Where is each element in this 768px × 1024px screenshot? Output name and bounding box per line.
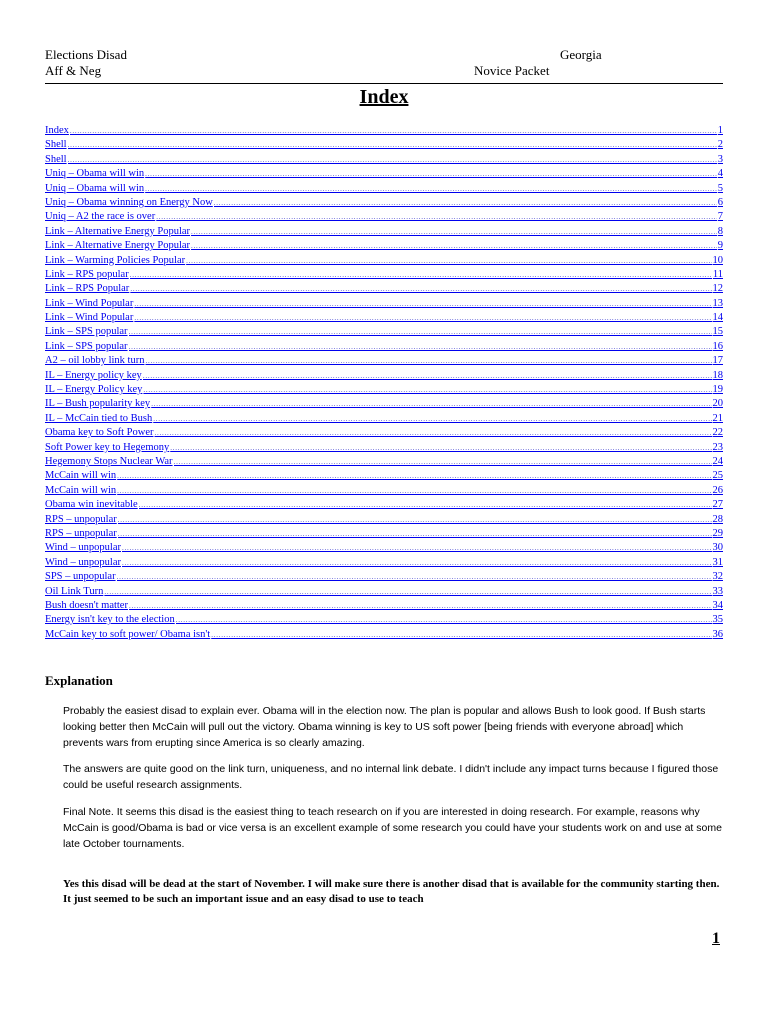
toc-leader-dots xyxy=(143,369,712,383)
toc-entry[interactable] xyxy=(45,311,723,325)
toc-entry-page: 1 xyxy=(717,125,723,136)
toc-entry[interactable] xyxy=(45,254,723,268)
toc-entry[interactable] xyxy=(45,138,723,152)
toc-entry-page: 33 xyxy=(712,585,723,597)
toc-entry[interactable] xyxy=(45,613,723,627)
toc-entry-page: 16 xyxy=(712,340,723,352)
toc-leader-dots xyxy=(156,210,717,224)
toc-entry-page: 36 xyxy=(712,628,723,640)
explanation-paragraph-3: Final Note. It seems this disad is the easiest thing to teach research on if you are interested in doing research. For example, reasons why McCain is good/Obama is bad or vice versa is an excellent example of some research you could have your students work on and use at some late October tournaments. xyxy=(63,806,722,850)
toc-entry-label: Obama win inevitable xyxy=(45,499,138,511)
toc-entry[interactable] xyxy=(45,426,723,440)
toc-entry-page: 6 xyxy=(717,196,723,208)
toc-entry[interactable] xyxy=(45,599,723,613)
toc-entry-page: 24 xyxy=(712,455,723,467)
toc-entry-page: 12 xyxy=(712,283,723,295)
toc-entry-page: 11 xyxy=(712,268,723,280)
toc-entry-label: Shell xyxy=(45,153,67,165)
toc-entry[interactable] xyxy=(45,441,723,455)
toc-entry-label: Wind – unpopular xyxy=(45,542,121,554)
toc-leader-dots xyxy=(211,628,711,642)
toc-entry-label: Uniq – A2 the race is over xyxy=(45,211,156,223)
toc-entry[interactable] xyxy=(45,210,723,224)
toc-entry[interactable] xyxy=(45,297,723,311)
toc-entry-page: 10 xyxy=(712,254,723,266)
toc-entry-label: Obama key to Soft Power xyxy=(45,427,154,439)
toc-entry-label: Link – Alternative Energy Popular xyxy=(45,240,191,252)
toc-entry-page: 31 xyxy=(712,556,723,568)
toc-entry-label: Energy isn't key to the election xyxy=(45,614,175,626)
toc-leader-dots xyxy=(151,397,711,411)
toc-entry-page: 25 xyxy=(712,470,723,482)
toc-entry-label: McCain will win xyxy=(45,470,117,482)
toc-entry-page: 8 xyxy=(717,225,723,237)
toc-entry-label: Uniq – Obama will win xyxy=(45,168,145,180)
toc-leader-dots xyxy=(68,138,717,152)
toc-entry-page: 27 xyxy=(712,499,723,511)
toc-entry-label: Link – SPS popular xyxy=(45,326,128,338)
toc-entry-page: 23 xyxy=(712,441,723,453)
toc-entry-label: Link – RPS popular xyxy=(45,268,129,280)
toc-leader-dots xyxy=(68,153,717,167)
toc-entry[interactable] xyxy=(45,455,723,469)
toc-entry-label: Link – Wind Popular xyxy=(45,312,134,324)
toc-leader-dots xyxy=(176,613,712,627)
toc-entry-page: 3 xyxy=(717,153,723,165)
toc-entry-label: Uniq – Obama winning on Energy Now xyxy=(45,196,213,208)
toc-entry[interactable] xyxy=(45,556,723,570)
toc-entry-label: Bush doesn't matter xyxy=(45,599,128,611)
toc-leader-dots xyxy=(145,354,711,368)
toc-leader-dots xyxy=(145,167,717,181)
toc-entry-label: Oil Link Turn xyxy=(45,585,104,597)
toc-leader-dots xyxy=(134,297,711,311)
toc-entry-page: 28 xyxy=(712,513,723,525)
toc-leader-dots xyxy=(191,239,717,253)
toc-leader-dots xyxy=(170,441,711,455)
toc-entry[interactable] xyxy=(45,498,723,512)
toc-leader-dots xyxy=(117,570,712,584)
toc-entry-label: Link – Warming Policies Popular xyxy=(45,254,186,266)
header-title: Elections Disad xyxy=(45,47,127,62)
toc-leader-dots xyxy=(139,498,712,512)
toc-entry-label: Wind – unpopular xyxy=(45,556,121,568)
toc-entry-page: 17 xyxy=(712,355,723,367)
toc-entry[interactable] xyxy=(45,369,723,383)
toc-entry-label: RPS – unpopular xyxy=(45,527,117,539)
page-header xyxy=(45,47,723,84)
toc-leader-dots xyxy=(118,513,712,527)
toc-entry-label: Soft Power key to Hegemony xyxy=(45,441,170,453)
toc-leader-dots xyxy=(122,556,712,570)
toc-leader-dots xyxy=(129,325,712,339)
toc-entry[interactable] xyxy=(45,124,723,138)
toc-entry-label: Link – Wind Popular xyxy=(45,297,134,309)
toc-entry[interactable] xyxy=(45,513,723,527)
toc-entry-page: 32 xyxy=(712,571,723,583)
toc-leader-dots xyxy=(118,527,712,541)
toc-entry-page: 30 xyxy=(712,542,723,554)
toc-entry-label: Link – Alternative Energy Popular xyxy=(45,225,191,237)
toc-entry[interactable] xyxy=(45,325,723,339)
toc-entry-page: 14 xyxy=(712,312,723,324)
toc-entry-page: 21 xyxy=(712,412,723,424)
toc-entry-label: McCain will win xyxy=(45,484,117,496)
header-school: Georgia xyxy=(560,47,602,62)
toc-entry[interactable] xyxy=(45,585,723,599)
toc-entry-label: Index xyxy=(45,125,69,136)
toc-entry[interactable] xyxy=(45,484,723,498)
toc-leader-dots xyxy=(134,311,711,325)
toc-leader-dots xyxy=(122,541,712,555)
explanation-heading: Explanation xyxy=(45,673,113,688)
toc-leader-dots xyxy=(174,455,712,469)
toc-entry-page: 4 xyxy=(717,168,723,180)
toc-entry-label: SPS – unpopular xyxy=(45,571,116,583)
toc-leader-dots xyxy=(145,182,717,196)
toc-entry-page: 7 xyxy=(717,211,723,223)
toc-entry-label: Uniq – Obama will win xyxy=(45,182,145,194)
explanation-note: Yes this disad will be dead at the start of November. I will make sure there is another disad that is available for the community starting then. It just seemed to be such an important issue and an easy disad to use to teach xyxy=(63,878,720,905)
toc-entry-page: 19 xyxy=(712,384,723,396)
toc-entry[interactable] xyxy=(45,527,723,541)
toc-entry-label: IL – Energy Policy key xyxy=(45,384,143,396)
toc-leader-dots xyxy=(154,426,711,440)
toc-entry-label: Shell xyxy=(45,139,67,151)
toc-leader-dots xyxy=(191,225,717,239)
toc-entry-page: 29 xyxy=(712,527,723,539)
page-title: Index xyxy=(359,86,409,108)
toc-entry[interactable] xyxy=(45,153,723,167)
toc-entry-label: IL – Energy policy key xyxy=(45,369,142,381)
toc-entry-page: 20 xyxy=(712,398,723,410)
toc-entry-page: 35 xyxy=(712,614,723,626)
toc-entry[interactable] xyxy=(45,282,723,296)
toc-entry-label: Hegemony Stops Nuclear War xyxy=(45,455,173,467)
explanation-paragraph-2: The answers are quite good on the link turn, uniqueness, and no internal link debate. I didn't include any impact turns because I figured those could be useful research assignments. xyxy=(63,763,719,791)
toc-entry[interactable] xyxy=(45,196,723,210)
explanation-paragraph-1: Probably the easiest disad to explain ever. Obama will in the election now. The plan is popular and allows Bush to look good. If Bush starts looking better then McCain will pull out the victory. Obama winning is key to US soft power [being friends with everyone abroad] which prevents wars from erupting since America is so clearly amazing. xyxy=(63,705,706,749)
toc-entry[interactable] xyxy=(45,354,723,368)
toc-leader-dots xyxy=(104,585,711,599)
toc-entry[interactable] xyxy=(45,397,723,411)
toc-leader-dots xyxy=(153,412,711,426)
toc-entry[interactable] xyxy=(45,383,723,397)
header-subtitle: Aff & Neg xyxy=(45,63,102,78)
toc-leader-dots xyxy=(70,124,717,138)
toc-entry[interactable] xyxy=(45,268,723,282)
toc-entry[interactable] xyxy=(45,570,723,584)
toc-leader-dots xyxy=(214,196,717,210)
toc-entry[interactable] xyxy=(45,225,723,239)
toc-entry-page: 2 xyxy=(717,139,723,151)
toc-entry[interactable] xyxy=(45,340,723,354)
toc-entry-page: 5 xyxy=(717,182,723,194)
toc-entry-page: 34 xyxy=(712,599,723,611)
toc-entry[interactable] xyxy=(45,412,723,426)
toc-entry[interactable] xyxy=(45,628,723,642)
toc-entry-page: 26 xyxy=(712,484,723,496)
toc-entry-label: IL – McCain tied to Bush xyxy=(45,412,153,424)
toc-entry-page: 15 xyxy=(712,326,723,338)
toc-leader-dots xyxy=(130,282,711,296)
toc-leader-dots xyxy=(143,383,711,397)
toc-entry[interactable] xyxy=(45,182,723,196)
toc-entry-label: McCain key to soft power/ Obama isn't xyxy=(45,628,211,640)
page-number: 1 xyxy=(712,930,720,947)
toc-entry-label: IL – Bush popularity key xyxy=(45,398,151,410)
toc-entry-label: Link – SPS popular xyxy=(45,340,128,352)
toc-entry[interactable] xyxy=(45,541,723,555)
table-of-contents xyxy=(45,124,723,642)
toc-entry[interactable] xyxy=(45,469,723,483)
toc-entry[interactable] xyxy=(45,239,723,253)
toc-leader-dots xyxy=(186,254,711,268)
toc-entry-label: A2 – oil lobby link turn xyxy=(45,355,145,367)
toc-entry-label: RPS – unpopular xyxy=(45,513,117,525)
toc-leader-dots xyxy=(117,469,711,483)
toc-entry-page: 9 xyxy=(717,240,723,252)
toc-entry-page: 18 xyxy=(712,369,723,381)
toc-leader-dots xyxy=(117,484,711,498)
toc-leader-dots xyxy=(129,340,712,354)
toc-leader-dots xyxy=(130,268,712,282)
toc-entry-page: 22 xyxy=(712,427,723,439)
toc-entry-label: Link – RPS Popular xyxy=(45,283,130,295)
toc-entry-page: 13 xyxy=(712,297,723,309)
header-packet: Novice Packet xyxy=(474,63,550,78)
toc-leader-dots xyxy=(129,599,712,613)
toc-entry[interactable] xyxy=(45,167,723,181)
